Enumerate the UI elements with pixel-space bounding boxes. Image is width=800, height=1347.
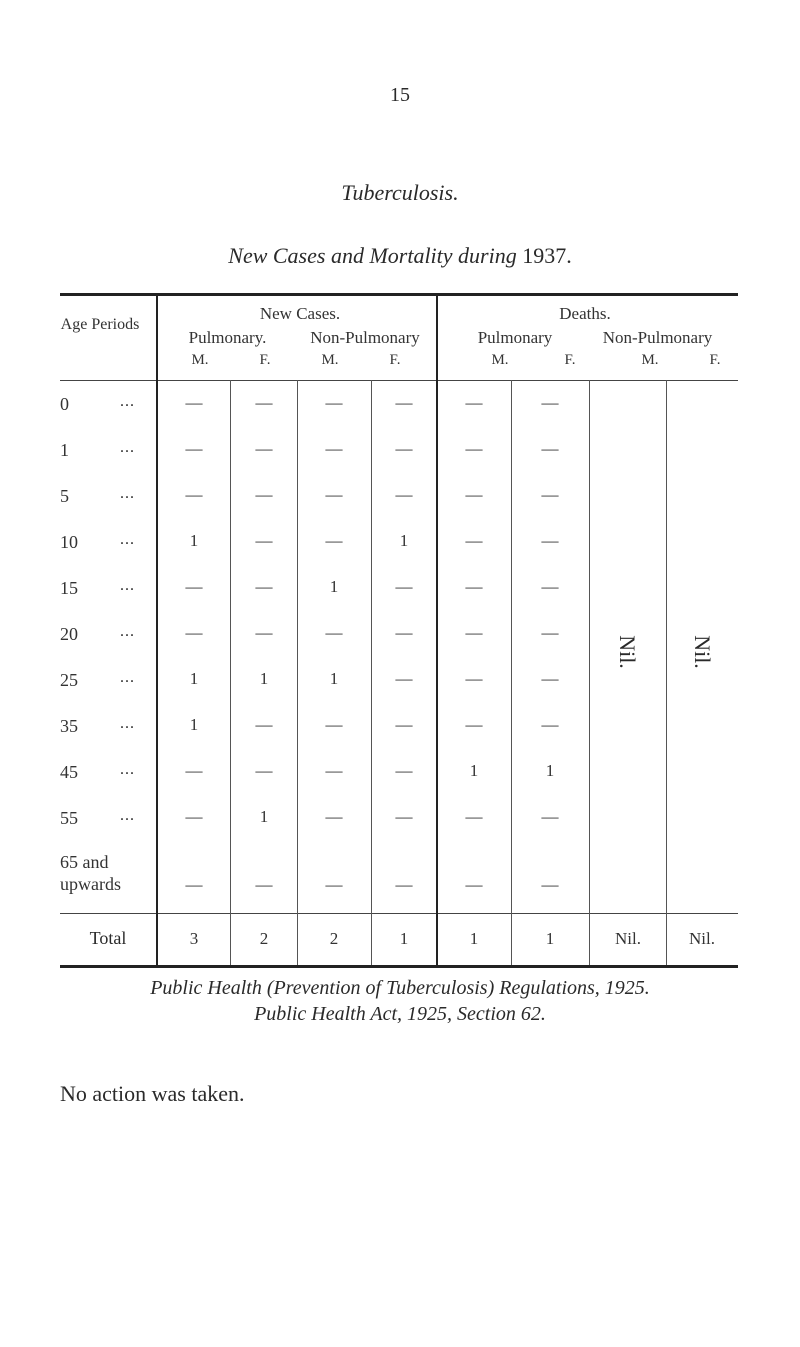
- cell-d-pulm-f: —: [541, 807, 559, 826]
- table-row: [60, 851, 738, 897]
- total-d-nonpulm-m: Nil.: [615, 929, 641, 948]
- act-heading: Public Health Act, 1925, Section 62.: [254, 1003, 546, 1025]
- header-deaths: Deaths.: [559, 304, 611, 323]
- column-divider: [230, 913, 231, 965]
- cell-nc-pulm-f: 1: [259, 669, 269, 688]
- page-title: Tuberculosis.: [341, 180, 459, 205]
- age-label: 25: [60, 670, 78, 690]
- cell-nc-nonpulm-f: —: [395, 715, 413, 734]
- total-row: [60, 913, 738, 968]
- table-row: [60, 531, 738, 555]
- leader-dots: ...: [120, 485, 135, 502]
- table-row: [60, 807, 738, 831]
- table-row: [60, 439, 738, 463]
- leader-dots: ...: [120, 439, 135, 456]
- age-label: 65 and upwards: [60, 852, 121, 894]
- subtitle-text: New Cases and Mortality during: [228, 243, 517, 268]
- cell-nc-pulm-f: —: [255, 531, 273, 550]
- total-d-nonpulm-f: Nil.: [689, 929, 715, 948]
- header-f: F.: [709, 352, 721, 368]
- table-top-rule: [60, 293, 738, 296]
- page-number: 15: [390, 84, 410, 106]
- cell-nc-nonpulm-m: —: [325, 761, 343, 780]
- cell-nc-nonpulm-f: —: [395, 623, 413, 642]
- cell-nc-nonpulm-m: —: [325, 531, 343, 550]
- header-f: F.: [259, 352, 271, 368]
- cell-d-pulm-f: —: [541, 577, 559, 596]
- header-rule: [60, 380, 738, 381]
- cell-nc-pulm-f: —: [255, 577, 273, 596]
- age-label: 0: [60, 394, 69, 414]
- cell-d-pulm-m: —: [465, 577, 483, 596]
- cell-d-pulm-m: —: [465, 875, 483, 894]
- column-divider: [511, 913, 512, 965]
- cell-d-pulm-f: —: [541, 715, 559, 734]
- header-f: F.: [389, 352, 401, 368]
- cell-nc-nonpulm-f: —: [395, 439, 413, 458]
- column-divider: [589, 913, 590, 965]
- cell-nc-pulm-f: —: [255, 439, 273, 458]
- cell-nc-pulm-f: —: [255, 623, 273, 642]
- header-age-periods: Age Periods: [60, 316, 140, 333]
- age-label: 1: [60, 440, 69, 460]
- total-nc-pulm-f: 2: [259, 929, 269, 948]
- cell-nc-pulm-f: —: [255, 761, 273, 780]
- leader-dots: ...: [120, 669, 135, 686]
- total-label: Total: [89, 928, 127, 948]
- cell-nc-nonpulm-f: —: [395, 669, 413, 688]
- cell-nc-pulm-m: —: [185, 439, 203, 458]
- age-label: 45: [60, 762, 78, 782]
- column-divider: [666, 913, 667, 965]
- table-row: [60, 485, 738, 509]
- cell-nc-nonpulm-f: —: [395, 393, 413, 412]
- leader-dots: ...: [120, 715, 135, 732]
- nil-vertical-non-pulmonary-m: Nil.: [615, 635, 640, 669]
- cell-d-pulm-m: —: [465, 669, 483, 688]
- table-row: [60, 393, 738, 417]
- total-d-pulm-f: 1: [545, 929, 555, 948]
- cell-nc-pulm-f: —: [255, 393, 273, 412]
- cell-nc-nonpulm-f: —: [395, 485, 413, 504]
- cell-d-pulm-f: —: [541, 623, 559, 642]
- table-row: [60, 577, 738, 601]
- total-d-pulm-m: 1: [469, 929, 479, 948]
- total-nc-nonpulm-m: 2: [329, 929, 339, 948]
- cell-nc-pulm-m: —: [185, 393, 203, 412]
- table-subtitle: [0, 243, 800, 269]
- cell-d-pulm-m: —: [465, 807, 483, 826]
- cell-nc-pulm-f: —: [255, 715, 273, 734]
- cell-nc-pulm-f: —: [255, 485, 273, 504]
- cell-nc-pulm-m: 1: [189, 531, 199, 550]
- cell-nc-pulm-m: —: [185, 577, 203, 596]
- table-bottom-rule: [60, 965, 738, 968]
- total-nc-nonpulm-f: 1: [399, 929, 409, 948]
- cell-nc-nonpulm-f: —: [395, 807, 413, 826]
- action-note: No action was taken.: [60, 1081, 245, 1106]
- leader-dots: ...: [120, 623, 135, 640]
- cell-d-pulm-f: —: [541, 531, 559, 550]
- age-label: 20: [60, 624, 78, 644]
- cell-d-pulm-m: —: [465, 393, 483, 412]
- header-m: M.: [641, 352, 659, 368]
- cell-nc-nonpulm-m: —: [325, 875, 343, 894]
- leader-dots: ...: [120, 577, 135, 594]
- cell-d-pulm-f: —: [541, 393, 559, 412]
- cell-d-pulm-f: —: [541, 439, 559, 458]
- column-divider: [371, 913, 372, 965]
- header-pulmonary-new: Pulmonary.: [188, 328, 267, 347]
- age-label: 5: [60, 486, 69, 506]
- age-label: 35: [60, 716, 78, 736]
- column-divider: [297, 913, 298, 965]
- cell-d-pulm-f: —: [541, 485, 559, 504]
- cell-d-pulm-f: —: [541, 669, 559, 688]
- table-row: [60, 669, 738, 693]
- cell-nc-nonpulm-m: —: [325, 807, 343, 826]
- cell-nc-nonpulm-m: 1: [329, 669, 339, 688]
- header-new-cases: New Cases.: [259, 304, 341, 323]
- header-m: M.: [191, 352, 209, 368]
- cell-d-pulm-m: —: [465, 623, 483, 642]
- total-nc-pulm-m: 3: [189, 929, 199, 948]
- cell-nc-nonpulm-f: —: [395, 761, 413, 780]
- tuberculosis-table: [60, 293, 738, 913]
- cell-d-pulm-m: —: [465, 485, 483, 504]
- cell-nc-nonpulm-m: 1: [329, 577, 339, 596]
- subtitle-year: 1937.: [522, 243, 572, 268]
- cell-nc-pulm-m: —: [185, 485, 203, 504]
- header-m: M.: [491, 352, 509, 368]
- leader-dots: ...: [120, 531, 135, 548]
- header-non-pulmonary-deaths: Non-Pulmonary: [602, 328, 713, 347]
- cell-nc-pulm-m: 1: [189, 669, 199, 688]
- cell-nc-nonpulm-f: 1: [399, 531, 409, 550]
- cell-nc-pulm-f: —: [255, 875, 273, 894]
- age-label: 55: [60, 808, 78, 828]
- header-pulmonary-deaths: Pulmonary: [477, 328, 553, 347]
- table-row: [60, 761, 738, 785]
- cell-d-pulm-m: —: [465, 531, 483, 550]
- table-row: [60, 715, 738, 739]
- cell-d-pulm-m: —: [465, 715, 483, 734]
- cell-nc-nonpulm-f: —: [395, 577, 413, 596]
- cell-nc-nonpulm-m: —: [325, 393, 343, 412]
- leader-dots: ...: [120, 393, 135, 410]
- header-non-pulmonary-new: Non-Pulmonary: [310, 328, 420, 347]
- age-label: 15: [60, 578, 78, 598]
- age-divider: [156, 913, 158, 965]
- age-label: 10: [60, 532, 78, 552]
- header-m: M.: [321, 352, 339, 368]
- cell-d-pulm-m: —: [465, 439, 483, 458]
- cell-nc-nonpulm-m: —: [325, 715, 343, 734]
- cell-nc-nonpulm-m: —: [325, 485, 343, 504]
- regulation-heading: Public Health (Prevention of Tuberculosis) Regulations, 1925.: [150, 977, 650, 999]
- cell-nc-nonpulm-m: —: [325, 623, 343, 642]
- cell-nc-pulm-m: —: [185, 623, 203, 642]
- cell-nc-nonpulm-m: —: [325, 439, 343, 458]
- cell-d-pulm-m: 1: [469, 761, 479, 780]
- total-rule: [60, 913, 738, 914]
- cell-nc-nonpulm-f: —: [395, 875, 413, 894]
- cell-d-pulm-f: —: [541, 875, 559, 894]
- cell-nc-pulm-m: —: [185, 807, 203, 826]
- header-f: F.: [564, 352, 576, 368]
- cell-nc-pulm-f: 1: [259, 807, 269, 826]
- leader-dots: ...: [120, 761, 135, 778]
- cell-d-pulm-f: 1: [545, 761, 555, 780]
- cell-nc-pulm-m: 1: [189, 715, 199, 734]
- leader-dots: ...: [120, 807, 135, 824]
- cell-nc-pulm-m: —: [185, 875, 203, 894]
- cell-nc-pulm-m: —: [185, 761, 203, 780]
- nil-vertical-non-pulmonary-f: Nil.: [690, 635, 715, 669]
- section-divider: [436, 913, 438, 965]
